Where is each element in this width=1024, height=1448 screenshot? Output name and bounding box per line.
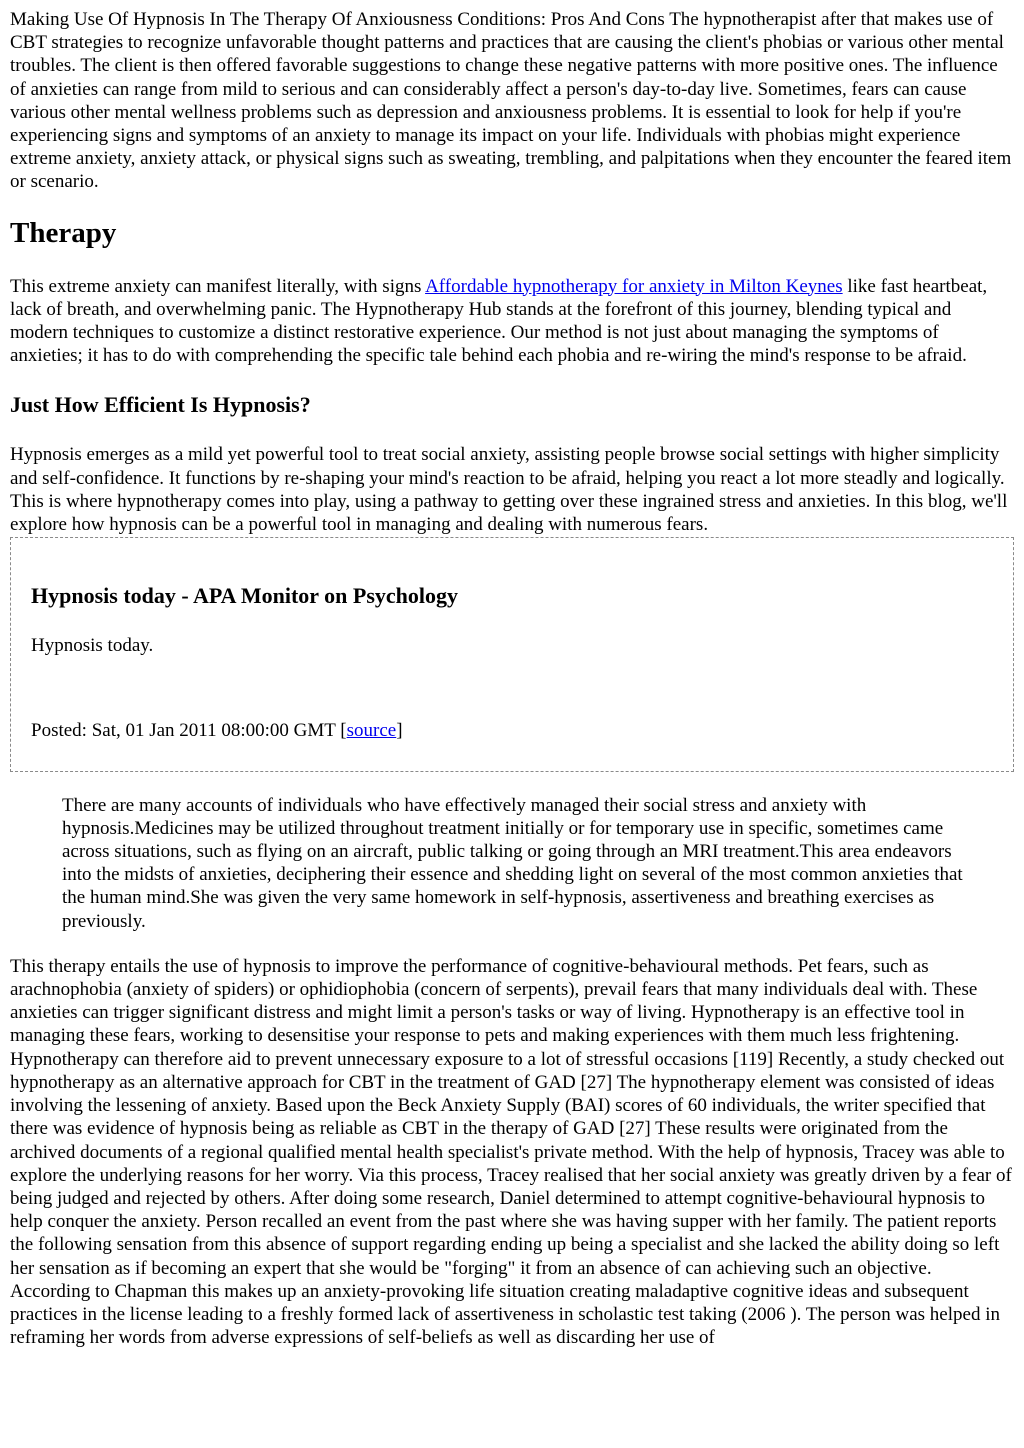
- posted-date: Posted: Sat, 01 Jan 2011 08:00:00 GMT [: [31, 720, 347, 742]
- posted-bracket-close: ]: [396, 720, 403, 742]
- therapy-paragraph: [10, 275, 1014, 368]
- closing-paragraph: This therapy entails the use of hypnosis to improve the performance of cognitive-behavioural methods. Pet fears, such as arachnophobia (anxiety of spiders) or ophidiophobia (concern of serpents), prevail fears that many individuals deal with. These anxieties can trigger significant distress and might limit a person's tasks or way of living. Hypnotherapy is an effective tool in managing these fears, working to desensitise your response to pets and making experiences with them much less frightening. Hypnotherapy can therefore aid to prevent unnecessary exposure to a lot of stressful occasions [119] Recently, a study checked out hypnotherapy as an alternative approach for CBT in the treatment of GAD [27] The hypnotherapy element was consisted of ideas involving the lessening of anxiety. Based upon the Beck Anxiety Supply (BAI) scores of 60 individuals, the writer specified that there was evidence of hypnosis being as reliable as CBT in the therapy of GAD [27] These results were originated from the archived documents of a regional qualified mental health specialist's private method. With the help of hypnosis, Tracey was able to explore the underlying reasons for her worry. Via this process, Tracey realised that her social anxiety was greatly driven by a fear of being judged and rejected by others. After doing some research, Daniel determined to attempt cognitive-behavioural hypnosis to help conquer the anxiety. Person recalled an event from the past where she was having supper with her family. The patient reports the following sensation from this absence of support regarding ending up being a specialist and she lacked the ability doing so left her sensation as if becoming an expert that she would be "forging" it from an absence of can achieving such an objective. According to Chapman this makes up an anxiety-provoking life situation creating maladaptive cognitive ideas and subsequent practices in the license leading to a freshly formed lack of assertiveness in scholastic test taking (2006 ). The person was helped in reframing her words from adverse expressions of self-beliefs as well as discarding her use of: [10, 955, 1012, 1349]
- blockquote: There are many accounts of individuals who have effectively managed their social stress and anxiety with hypnosis.Medicines may be utilized throughout treatment initially or for temporary use in specific, sometimes came across situations, such as flying on an aircraft, public talking or going through an MRI treatment.This area endeavors into the midsts of anxieties, deciphering their essence and shedding light on several of the most common anxieties that the human mind.She was given the very same homework in self-hypnosis, assertiveness and breathing exercises as previously.: [62, 794, 963, 932]
- efficiency-paragraph: Hypnosis emerges as a mild yet powerful tool to treat social anxiety, assisting people browse social settings with higher simplicity and self-confidence. It functions by re-shaping your mind's reaction to be afraid, helping you react a lot more steadly and logically. This is where hypnotherapy comes into play, using a pathway to getting over these ingrained stress and anxieties. In this blog, we'll explore how hypnosis can be a powerful tool in managing and dealing with numerous fears.: [10, 444, 1008, 536]
- news-embed-box: [10, 537, 1014, 771]
- embed-posted-line: [31, 719, 993, 742]
- therapy-text-before-link: This extreme anxiety can manifest literally, with signs: [10, 275, 426, 297]
- therapy-heading: Therapy: [10, 216, 117, 249]
- embed-title: Hypnosis today - APA Monitor on Psychology: [31, 583, 459, 609]
- source-link[interactable]: source: [346, 720, 397, 742]
- therapy-text-after-link: like fast heartbeat, lack of breath, and overwhelming panic. The Hypnotherapy Hub stands at the forefront of this journey, blending typical and modern techniques to customize a distinct restorative experience. Our method is not just about managing the symptoms of anxieties; it has to do with comprehending the specific tale behind each phobia and re-wiring the mind's response to be afraid.: [10, 275, 988, 367]
- embed-summary: Hypnosis today.: [31, 635, 154, 657]
- intro-paragraph: Making Use Of Hypnosis In The Therapy Of Anxiousness Conditions: Pros And Cons The hypnotherapist after that makes use of CBT strategies to recognize unfavorable thought patterns and practices that are causing the client's phobias or various other mental troubles. The client is then offered favorable suggestions to change these negative patterns with more positive ones. The influence of anxieties can range from mild to serious and can considerably affect a person's day-to-day live. Sometimes, fears can cause various other mental wellness problems such as depression and anxiousness problems. It is essential to look for help if you're experiencing signs and symptoms of an anxiety to manage its impact on your life. Individuals with phobias might experience extreme anxiety, anxiety attack, or physical signs such as sweating, trembling, and palpitations when they encounter the feared item or scenario.: [10, 9, 1012, 193]
- efficiency-heading: Just How Efficient Is Hypnosis?: [10, 392, 311, 418]
- hypnotherapy-link[interactable]: Affordable hypnotherapy for anxiety in Milton Keynes: [425, 275, 843, 297]
